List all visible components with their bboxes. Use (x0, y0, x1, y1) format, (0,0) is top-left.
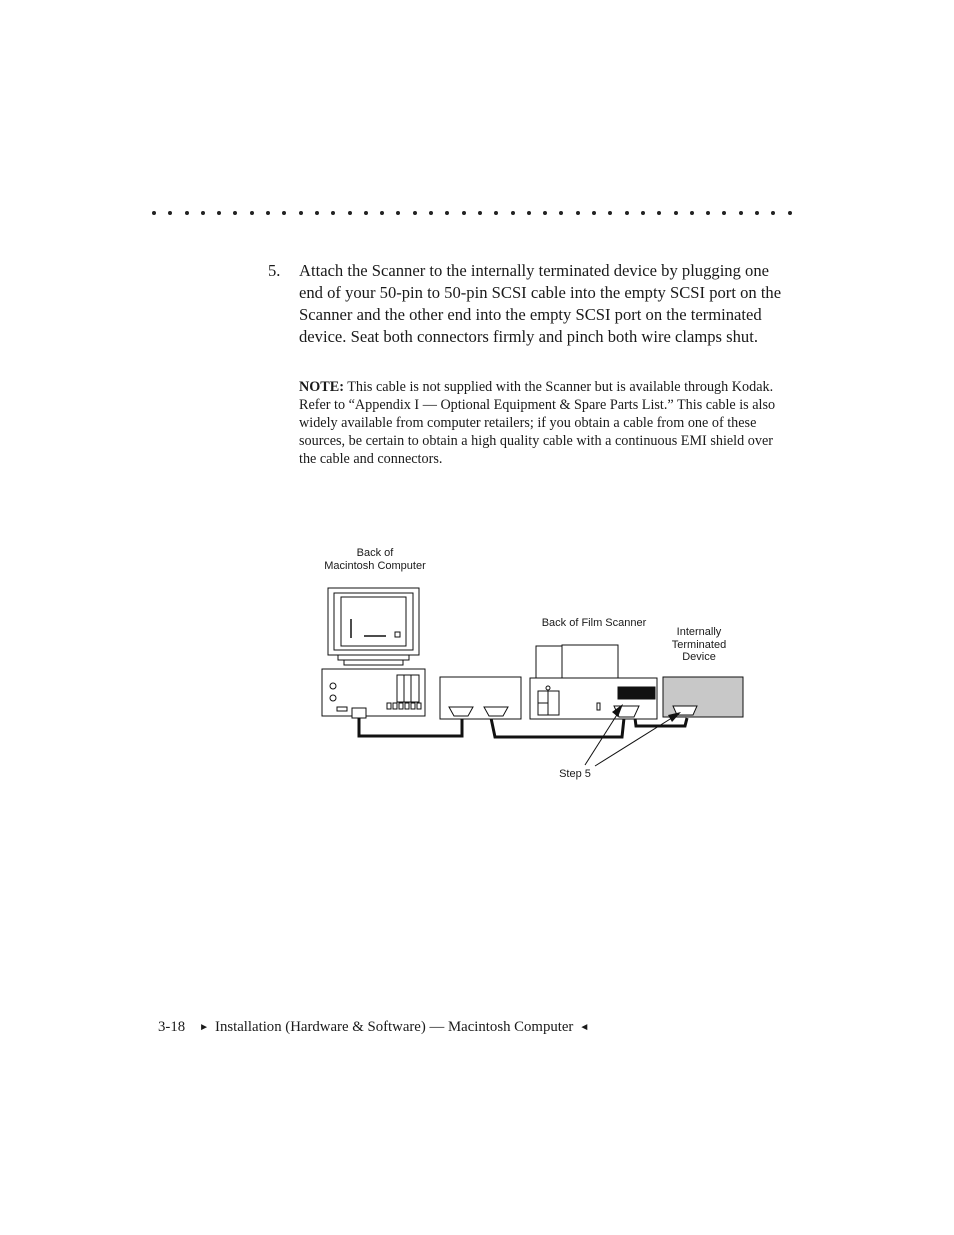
footer-title: Installation (Hardware & Software) — Macintosh Computer (215, 1019, 574, 1035)
terminated-device-label: Internally Terminated Device (671, 626, 727, 663)
computer-base-illustration (322, 669, 425, 718)
scanner-label: Back of Film Scanner (541, 617, 647, 629)
monitor-illustration (328, 588, 419, 665)
page-footer (158, 1018, 589, 1038)
page-number: 3-18 (158, 1019, 186, 1035)
dotted-rule (152, 206, 792, 220)
step-number: 5. (268, 261, 281, 280)
middle-device-illustration (440, 677, 521, 719)
note-label: NOTE: (299, 379, 344, 395)
step-text: Attach the Scanner to the internally terminated device by plugging one end of your 50-pin to 50-pin SCSI cable into the empty SCSI port on the Scanner and the other end into the empty SCSI port on the terminated device. Seat both connectors firmly and pinch both wire clamps shut. (299, 261, 782, 346)
left-triangle-icon: ◄ (579, 1022, 590, 1033)
computer-label: Back of Macintosh Computer (324, 547, 426, 572)
note (299, 378, 793, 468)
right-triangle-icon: ► (199, 1022, 210, 1033)
scanner-illustration (530, 645, 657, 719)
connection-diagram (300, 540, 760, 790)
step-5-label: Step 5 (559, 768, 591, 780)
diagram-drawing (300, 540, 760, 790)
note-text: This cable is not supplied with the Scanner but is available through Kodak. Refer to “Appendix I — Optional Equipment & Spare Parts List.” This cable is also widely available from computer retailers; if you obtain a cable from one of these sources, be certain to obtain a high quality cable with a continuous EMI shield over the cable and connectors. (299, 379, 776, 467)
